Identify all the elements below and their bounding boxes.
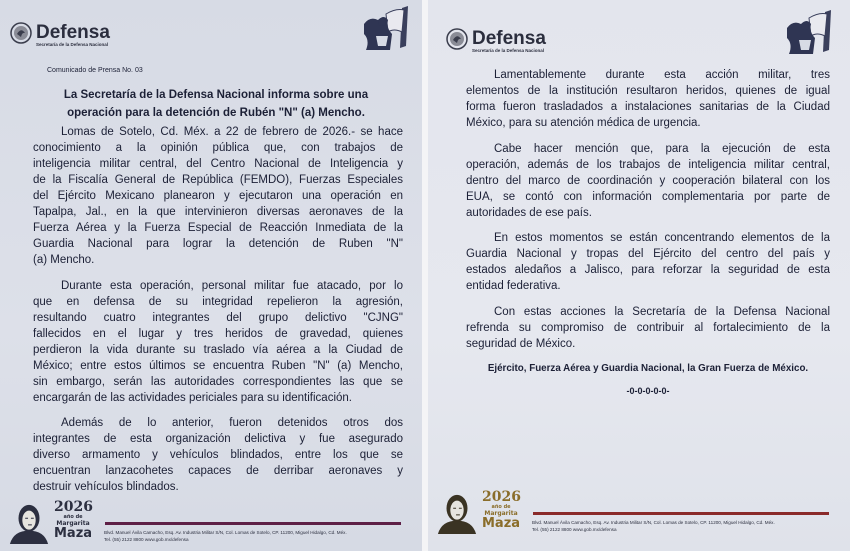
text-line: que en defensa de su integridad repelieron la agresión,: [33, 295, 403, 308]
text-line: destruir vehículos blindados.: [33, 481, 179, 493]
text-line: perdieron la vida durante su traslado vía aérea a la Ciudad de: [33, 343, 403, 356]
text-line: operación, además de los trabajos de inteligencia militar central,: [466, 158, 830, 171]
text-line: forma fueron trasladados a instalaciones sanitarias de la Ciudad: [466, 101, 830, 113]
text-line: inteligencia militar central, del Centro Nacional de Inteligencia y: [33, 158, 403, 170]
paragraph: [466, 141, 830, 221]
year-of: año de: [63, 514, 83, 520]
text-line: México, para su atención médica de urgencia.: [466, 117, 701, 129]
text-line: Guardia Nacional y tropas del Ejército del centro del país y: [466, 248, 830, 260]
brand-name: Defensa: [472, 28, 546, 49]
text-line: Cabe hacer mención que, para la ejecución de esta: [494, 142, 830, 155]
brand-logo: [10, 22, 110, 49]
year-name-1: Margarita: [484, 510, 518, 517]
text-line: encuentran lanzacohetes capaces de derribar aeronaves y: [33, 465, 403, 477]
paragraph: [466, 230, 830, 294]
text-line: (a) Mencho.: [33, 254, 95, 266]
text-line: En estos momentos se están concentrando elementos de la: [494, 232, 830, 244]
text-line: encargarán de las actividades periciales para su identificación.: [33, 391, 352, 404]
closing-line: Ejército, Fuerza Aérea y Guardia Nacional, la Gran Fuerza de México.: [487, 363, 809, 374]
text-line: dentro del marco de coordinación y cooperación bilateral con los: [466, 174, 830, 187]
text-line: conocimiento a la opinión pública que, con trabajos de: [33, 142, 403, 154]
press-release-number: Comunicado de Prensa No. 03: [47, 67, 143, 74]
footer: [0, 496, 422, 551]
text-line: entidad federativa.: [466, 280, 561, 292]
flag-emblem-icon: [362, 6, 410, 57]
year-name-1: Margarita: [56, 520, 90, 527]
year-number: 2026: [482, 489, 521, 505]
text-line: Lamentablemente durante esta acción militar, tres: [494, 69, 830, 81]
margarita-maza-portrait-icon: [8, 502, 50, 549]
text-line: Guardia Nacional para lograr la detención de Ruben "N": [33, 238, 403, 250]
brand-subtitle: Secretaría de la Defensa Nacional: [36, 42, 109, 47]
brand-text: [36, 24, 110, 47]
footer-address: Blvd. Manuel Ávila Camacho, Esq. Av. Industria Militar S/N, Col. Lomas de Sotelo, CP. 11200, Miguel Hidalgo, Cd. Méx.: [104, 530, 347, 535]
text-line: Tapalpa, Jal., en la que intervinieron diversas aeronaves de la: [33, 206, 403, 218]
text-line: elementos de la institución resultaron heridos, quienes de igual: [466, 85, 830, 97]
footer-rule: [533, 512, 829, 515]
text-line: de la Fiscalía General de República (FEMDO), Fuerzas Especiales: [33, 174, 403, 186]
end-mark: -0-0-0-0-0-: [626, 386, 670, 396]
footer-contact: Tel. (55) 2122 8800 www.gob.mx/defensa: [104, 537, 189, 542]
text-line: Lomas de Sotelo, Cd. Méx. a 22 de febrero de 2026.- se hace: [61, 126, 403, 138]
text-line: sin embargo, serán las autoridades correspondientes las que se: [33, 375, 403, 388]
right-body: [466, 67, 830, 399]
footer: [428, 486, 850, 542]
text-line: seguridad de México.: [466, 337, 576, 350]
brand-logo: [446, 28, 546, 55]
year-number: 2026: [54, 499, 93, 515]
brand-subtitle: Secretaría de la Defensa Nacional: [472, 48, 545, 53]
text-line: resultando cuatro integrantes del grupo delictivo "CJNG": [33, 311, 403, 324]
footer-rule: [105, 522, 401, 525]
paragraph: [466, 67, 830, 131]
text-line: autoridades de ese país.: [466, 206, 592, 219]
eagle-emblem-icon: [446, 28, 468, 55]
year-name-2: Maza: [54, 526, 93, 541]
year-of: año de: [491, 504, 511, 510]
footer-contact: Tel. (55) 2122 8800 www.gob.mx/defensa: [532, 527, 617, 532]
footer-address: Blvd. Manuel Ávila Camacho, Esq. Av. Industria Militar S/N, Col. Lomas de Sotelo, CP. 11200, Miguel Hidalgo, Cd. Méx.: [532, 520, 775, 525]
paragraph: [33, 124, 403, 268]
paragraph: [33, 278, 403, 406]
text-line: refrenda su compromiso de contribuir al fortalecimiento de la: [466, 321, 830, 334]
year-badge: [54, 500, 92, 541]
text-line: Con estas acciones la Secretaría de la Defensa Nacional: [494, 305, 830, 318]
title-line: La Secretaría de la Defensa Nacional informa sobre una: [63, 89, 369, 101]
text-line: Durante esta operación, personal militar fue atacado, por lo: [61, 279, 403, 292]
year-badge: [482, 490, 520, 531]
text-line: del Ejército Mexicano planearon y ejecutaron una operación en: [33, 190, 403, 202]
paragraph: [33, 415, 403, 495]
text-line: México; entre estos últimos se encuentra Ruben "N" (a) Mencho,: [33, 359, 403, 372]
left-body: [33, 124, 403, 505]
text-line: Además de lo anterior, fueron detenidos otros dos: [61, 417, 403, 429]
text-line: fallecidos en el lugar y tres heridos de gravedad, quienes: [33, 327, 403, 340]
text-line: Fuerza Aérea y la Fuerza Especial de Reacción Inmediata de la: [33, 222, 403, 234]
eagle-emblem-icon: [10, 22, 32, 49]
paragraph: [466, 304, 830, 352]
text-line: diverso armamento y vehículos blindados, entre los que se: [33, 449, 403, 461]
document-title: [30, 86, 402, 122]
year-name-2: Maza: [482, 516, 521, 531]
brand-text: [472, 30, 546, 53]
text-line: EUA, se contó con información complementaria por parte de: [466, 190, 830, 203]
document-page-left: [0, 0, 422, 551]
brand-name: Defensa: [36, 22, 110, 43]
text-line: estados aledaños a Jalisco, para reforzar la seguridad de esta: [466, 264, 830, 276]
document-page-right: [428, 0, 850, 551]
margarita-maza-portrait-icon: [436, 492, 478, 539]
title-line: operación para la detención de Rubén "N" (a) Mencho.: [67, 107, 365, 119]
flag-emblem-icon: [785, 10, 833, 61]
text-line: integrantes de esta organización delictiva y fue asegurado: [33, 433, 403, 445]
